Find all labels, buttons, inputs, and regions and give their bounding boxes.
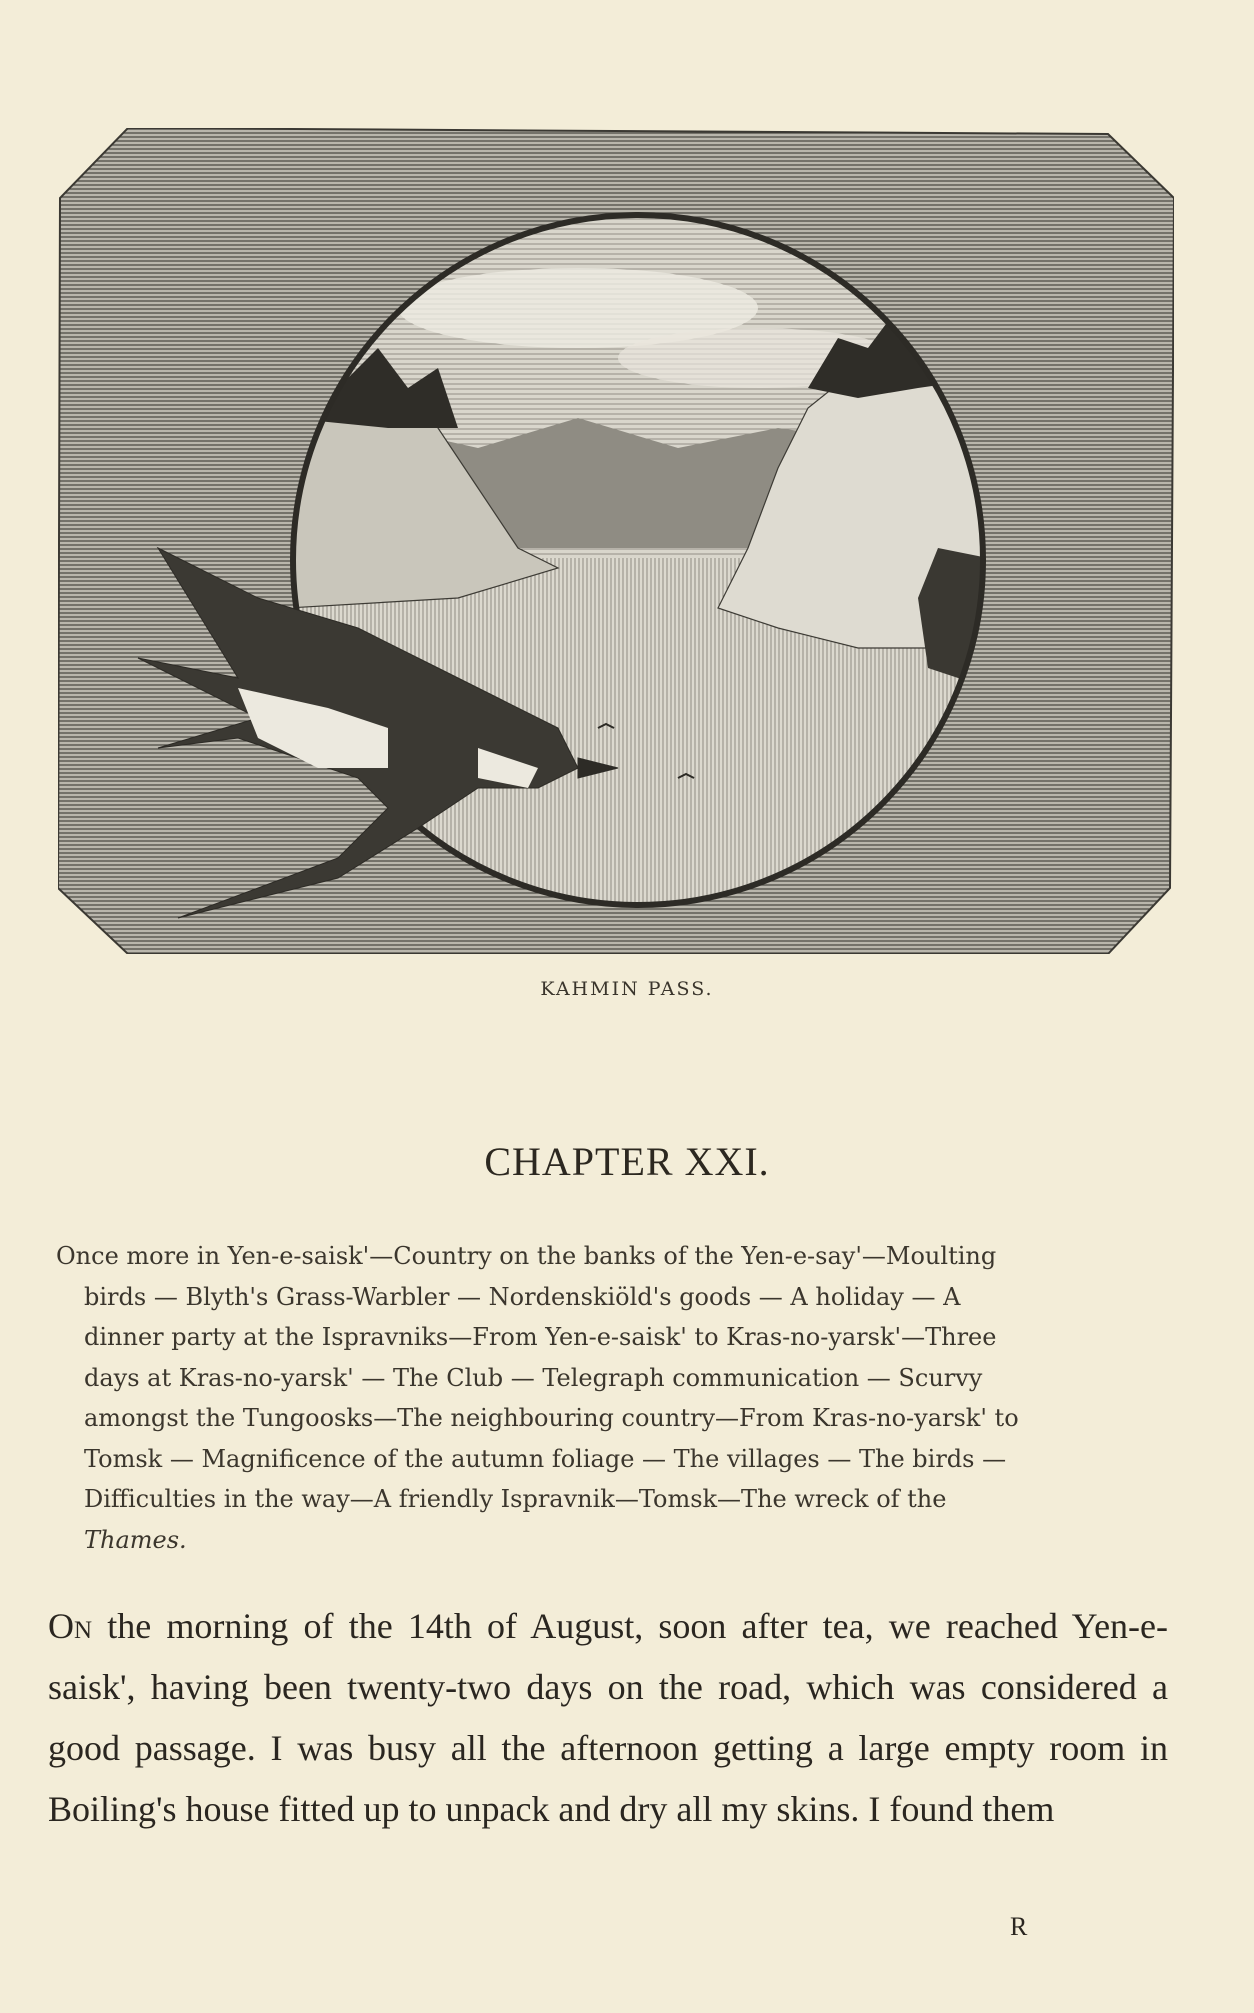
summary-line: Once more in Yen-e-saisk'—Country on the banks of the Yen-e-say'—Moulting xyxy=(56,1242,997,1270)
illustration-caption: KAHMIN PASS. xyxy=(540,978,714,1000)
body-paragraph xyxy=(48,1596,1168,1840)
drop-cap: On xyxy=(48,1606,93,1646)
summary-line: Difficulties in the way—A friendly Ispravnik—Tomsk—The wreck of the xyxy=(84,1485,947,1513)
engraving-kahmin-pass xyxy=(58,128,1174,954)
summary-line: dinner party at the Ispravniks—From Yen-e-saisk' to Kras-no-yarsk'—Three xyxy=(84,1323,997,1351)
signature-mark: R xyxy=(1010,1912,1028,1941)
chapter-summary xyxy=(56,1236,1170,1560)
summary-line: Tomsk — Magnificence of the autumn foliage — The villages — The birds — xyxy=(84,1444,1007,1473)
summary-line: birds — Blyth's Grass-Warbler — Nordenskiöld's goods — A holiday — A xyxy=(84,1282,961,1311)
summary-line: days at Kras-no-yarsk' — The Club — Telegraph communication — Scurvy xyxy=(84,1363,983,1392)
summary-last-line: Thames. xyxy=(84,1525,187,1554)
engraving-image xyxy=(58,128,1174,954)
chapter-title: CHAPTER XXI. xyxy=(484,1139,770,1184)
summary-line: amongst the Tungoosks—The neighbouring country—From Kras-no-yarsk' to xyxy=(84,1404,1019,1432)
body-text: the morning of the 14th of August, soon after tea, we reached Yen-e-saisk', having been twenty-two days on the road, which was considered a good passage. I was busy all the afternoon getting a large empty room in Boiling's house fitted up to unpack and dry all my skins. I found them xyxy=(48,1606,1168,1829)
